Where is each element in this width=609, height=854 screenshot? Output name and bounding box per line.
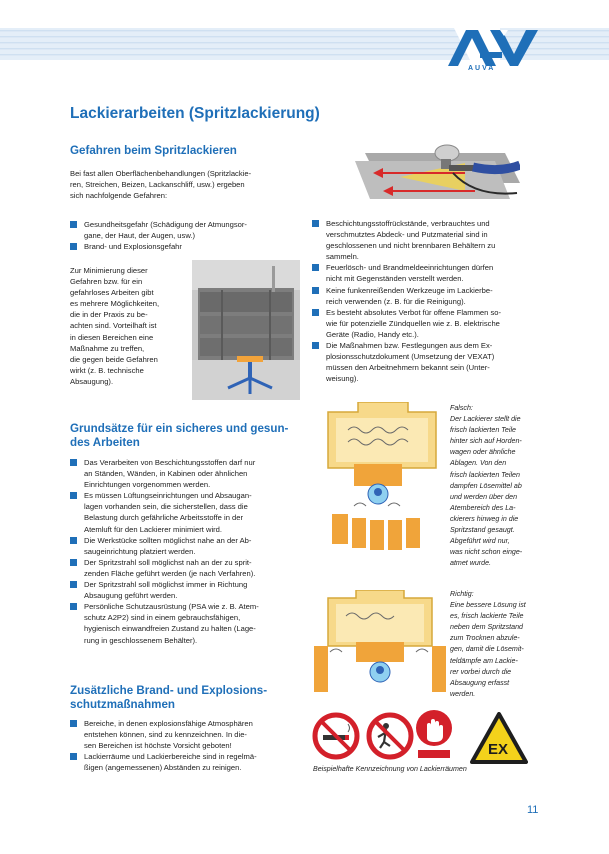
list-item: Die Maßnahmen bzw. Festlegungen aus dem Ex- plosionsschutzdokument (Umsetzung der VEXAT) müssen den Arbeitnehmern bekannt sein (Unter- weisung). xyxy=(312,340,537,384)
list-item: Der Spritzstrahl soll möglichst nah an der zu sprit- zenden Fläche geführt werden (je nach Verfahren). xyxy=(70,557,310,579)
no-smoking-icon xyxy=(312,712,360,760)
list-item: Lackierräume und Lackierbereiche sind in regelmä- ßigen (angemessenen) Abständen zu reinigen. xyxy=(70,751,310,773)
booth-diagram-right xyxy=(312,590,447,702)
page-title: Lackierarbeiten (Spritzlackierung) xyxy=(70,105,320,122)
list-item: Persönliche Schutzausrüstung (PSA wie z. B. Atem- schutz A2P2) sind in einem gebrauchsfähigen, hygienisch einwandfreien Zustand zu halten (Lage- rung in geschlossenem Behälter). xyxy=(70,601,310,645)
list-item: Es besteht absolutes Verbot für offene Flammen so- wie für potenzielle Zündquellen wie z. B. elektrische Geräte (Radio, Handy etc.). xyxy=(312,307,537,340)
bullet-square-icon xyxy=(70,459,77,466)
bullet-square-icon xyxy=(70,603,77,610)
list-item: Feuerlösch- und Brandmeldeeinrichtungen dürfen nicht mit Gegenständen verstellt werden. xyxy=(312,262,537,284)
bullet-square-icon xyxy=(70,581,77,588)
bullet-square-icon xyxy=(70,243,77,250)
bullet-square-icon xyxy=(70,753,77,760)
diagram-wrong-caption: Falsch: Der Lackierer stellt die frisch lackierten Teile hinter sich auf Horden- wagen oder ähnliche Ablagen. Von den frisch lackierten Teilen dampfen Lösemittel ab und werden über den Atembereich des La- ckierers hinweg in die Spritzstand gesaugt. Abgeführt wird nur, was nicht schon einge- atmet wurde. xyxy=(450,404,523,568)
booth-diagram-wrong xyxy=(318,402,446,574)
section-gefahren-intro xyxy=(70,168,310,201)
list-item: Keine funkenreißenden Werkzeuge im Lackierbe- reich verwenden (z. B. für die Reinigung). xyxy=(312,285,537,307)
diagram-right-caption: Richtig: Eine bessere Lösung ist es, frisch lackierte Teile neben dem Spritzstand zum Trocknen abzule- gen, damit die Lösemit- teldämpfe am Lackie- rer vorbei durch die Absaugung erfasst werden. xyxy=(450,590,526,698)
bullet-square-icon xyxy=(70,492,77,499)
bullet-square-icon xyxy=(70,221,77,228)
section-brandschutz-heading: Zusätzliche Brand- und Explosions- schutzmaßnahmen xyxy=(70,684,268,711)
spray-booth-photo xyxy=(192,260,300,400)
page-number: 11 xyxy=(527,804,539,816)
spray-gun-image xyxy=(345,133,520,208)
list-item: Die Werkstücke sollten möglichst nahe an der Ab- saugeinrichtung platziert werden. xyxy=(70,535,310,557)
auva-logo xyxy=(444,24,544,76)
bullet-square-icon xyxy=(70,537,77,544)
bullet-square-icon xyxy=(312,309,319,316)
logo-text: AUVA xyxy=(468,65,496,72)
gefahren-paragraph: Zur Minimierung dieser Gefahren bzw. für ein gefahrloses Arbeiten gibt es mehrere Möglichkeiten, die in der Praxis zu be- achten sind. Vorteilhaft ist in diesen Bereichen eine Maßnahme zu treffen, die gegen beide Gefahren wirkt (z. B. technische Absaugung). xyxy=(70,266,160,386)
bullet-square-icon xyxy=(312,220,319,227)
intro-line: Bei fast allen Oberflächenbehandlungen (Spritzlackie- xyxy=(70,169,252,178)
ex-label: EX xyxy=(488,741,509,758)
grundsaetze-list xyxy=(70,457,310,646)
signs-caption: Beispielhafte Kennzeichnung von Lackierräumen xyxy=(313,765,467,773)
section-grundsaetze-heading: Grundsätze für ein sicheres und gesun- des Arbeiten xyxy=(70,422,289,449)
no-access-hand-icon xyxy=(414,708,454,762)
section-gefahren-heading: Gefahren beim Spritzlackieren xyxy=(70,144,237,157)
sign-ex xyxy=(470,712,528,764)
gefahren-left-list xyxy=(70,219,310,252)
bullet-square-icon xyxy=(70,559,77,566)
intro-line: ren, Streichen, Beizen, Lackanschliff, usw.) ergeben xyxy=(70,180,245,190)
sign-no-entry xyxy=(366,712,414,760)
diagram-right xyxy=(312,590,447,702)
bullet-square-icon xyxy=(70,720,77,727)
diagram-wrong xyxy=(318,402,446,574)
bullet-square-icon xyxy=(312,287,319,294)
spray-booth-illustration xyxy=(192,260,300,400)
list-item: Gesundheitsgefahr (Schädigung der Atmungsor- gane, der Haut, der Augen, usw.) xyxy=(70,219,310,241)
brandschutz-list xyxy=(70,718,310,773)
sign-no-smoking xyxy=(312,712,360,760)
bullet-square-icon xyxy=(312,342,319,349)
spray-gun-illustration xyxy=(345,133,520,208)
list-item: Bereiche, in denen explosionsfähige Atmosphären entstehen können, sind zu kennzeichnen. In die- sen Bereichen ist höchste Vorsicht geboten! xyxy=(70,718,310,751)
list-item: Beschichtungsstoffrückstände, verbrauchtes und verschmutztes Abdeck- und Putzmaterial sind in geschlossenen und nicht brennbaren Behältern zu sammeln. xyxy=(312,218,537,262)
intro-line: sich nachfolgende Gefahren: xyxy=(70,191,168,201)
sign-no-access xyxy=(414,708,454,762)
no-entry-icon xyxy=(366,712,414,760)
list-item: Es müssen Lüftungseinrichtungen und Absaugan- lagen vorhanden sein, die sicherstellen, dass die Belastung durch gefährliche Arbeitsstoffe in der Atemluft für den Lackierer minimiert wird. xyxy=(70,490,310,534)
bullet-square-icon xyxy=(312,264,319,271)
list-item: Das Verarbeiten von Beschichtungsstoffen darf nur an Ständen, Wänden, in Kabinen oder ähnlichen Einrichtungen vorgenommen werden. xyxy=(70,457,310,490)
gefahren-right-list xyxy=(312,218,537,384)
list-item: Brand- und Explosionsgefahr xyxy=(70,241,310,252)
list-item: Der Spritzstrahl soll möglichst immer in Richtung Absaugung geführt werden. xyxy=(70,579,310,601)
